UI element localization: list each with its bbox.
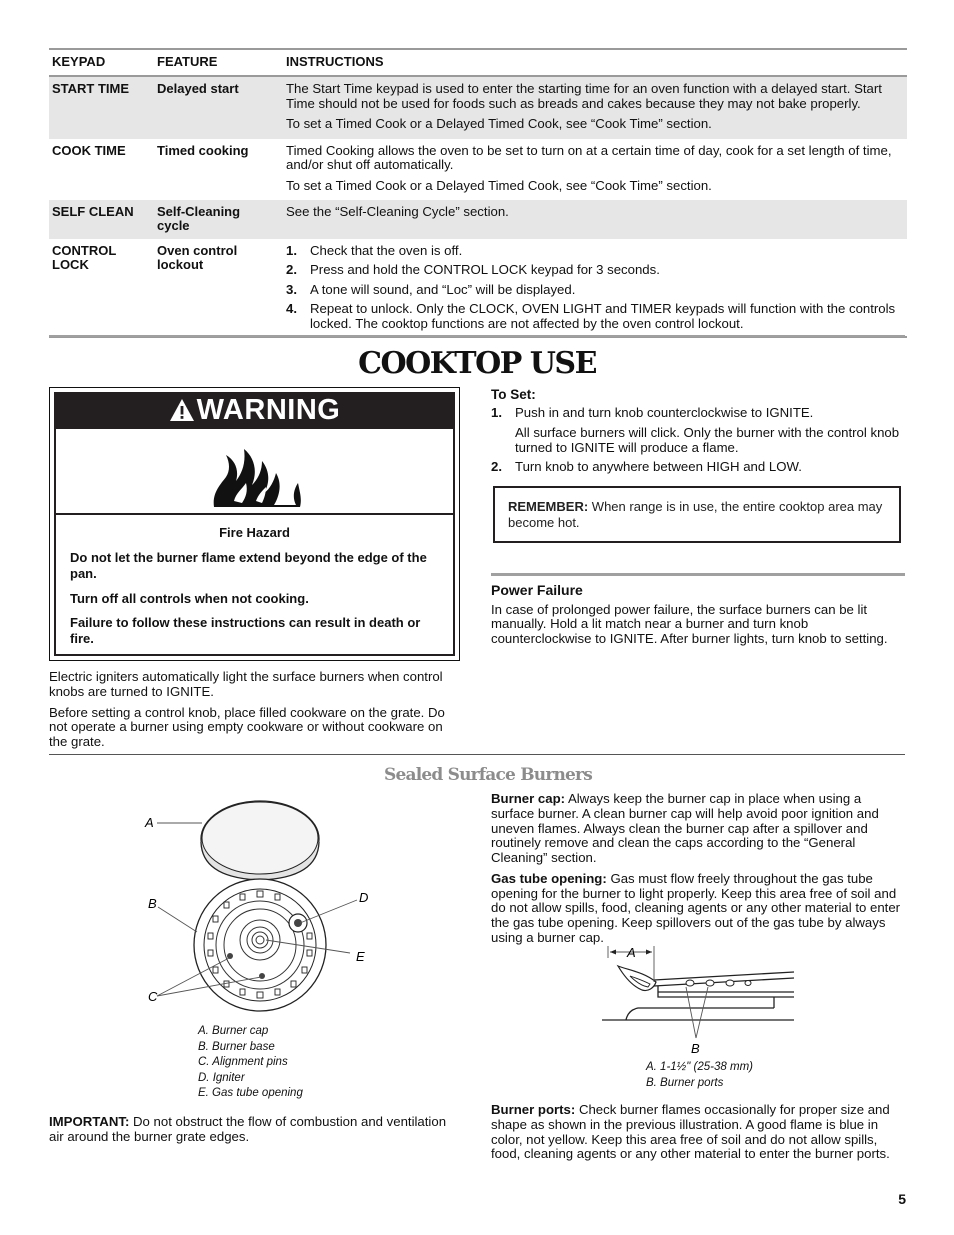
gas-tube-paragraph <box>491 872 903 946</box>
power-failure-section <box>491 583 903 647</box>
flame-diagram-captions <box>646 1059 753 1091</box>
fire-icon <box>206 433 306 513</box>
instruction-text: To set a Timed Cook or a Delayed Timed Cook, see “Cook Time” section. <box>286 177 712 193</box>
warning-text-panel <box>54 515 455 656</box>
burner-ports-section <box>491 1103 903 1162</box>
important-text: Do not obstruct the flow of combustion and ventilation air around the burner grate edges. <box>49 1114 447 1144</box>
feature-cell: Oven control lockout <box>157 242 238 272</box>
diagram-label-a: A <box>145 815 154 830</box>
paragraph: Electric igniters automatically light the surface burners when control knobs are turned to IGNITE. <box>49 669 443 699</box>
lock-steps-list <box>286 244 904 332</box>
step-number: 1. <box>491 405 502 421</box>
step-text: Repeat to unlock. Only the CLOCK, OVEN LIGHT and TIMER keypads will function with the controls locked. The cooktop functions are not affected by the oven control lockout. <box>310 301 896 331</box>
warning-image-panel <box>54 429 455 515</box>
to-set-heading: To Set: <box>491 387 536 402</box>
instructions-cell <box>283 76 907 139</box>
warning-box <box>49 387 460 661</box>
caption-line: B. Burner base <box>198 1040 275 1053</box>
warning-line: Do not let the burner flame extend beyond the edge of the pan. <box>70 549 427 581</box>
step-number: 4. <box>286 301 297 317</box>
step-number: 3. <box>286 281 297 297</box>
section-divider <box>49 335 905 337</box>
section-divider <box>49 754 905 755</box>
paragraph: Before setting a control knob, place filled cookware on the grate. Do not operate a burner using empty cookware or without cookware on the grate. <box>49 704 445 750</box>
gas-tube-label: Gas tube opening: <box>491 870 607 886</box>
instructions-cell <box>283 139 907 201</box>
flame-label-b: B <box>691 1041 700 1056</box>
feature-cell: Self-Cleaning cycle <box>154 200 283 239</box>
column-header-feature: FEATURE <box>154 49 283 76</box>
instruction-text: See the “Self-Cleaning Cycle” section. <box>286 204 509 220</box>
igniter-text <box>49 670 461 756</box>
column-header-keypad: KEYPAD <box>49 49 154 76</box>
table-row <box>49 239 907 338</box>
list-item <box>491 406 903 455</box>
table-row <box>49 139 907 201</box>
keypad-cell: SELF CLEAN <box>49 200 154 239</box>
diagram-label-c: C <box>148 989 158 1004</box>
table-row <box>49 200 907 239</box>
step-text: Turn knob to anywhere between HIGH and LOW. <box>515 459 802 475</box>
caption-line: D. Igniter <box>198 1071 245 1084</box>
step-text: Press and hold the CONTROL LOCK keypad for 3 seconds. <box>310 262 660 278</box>
caption-line: A. 1-1½" (25-38 mm) <box>646 1061 753 1073</box>
table-row <box>49 76 907 139</box>
caption-line: C. Alignment pins <box>198 1056 288 1068</box>
instruction-text: To set a Timed Cook or a Delayed Timed Cook, see “Cook Time” section. <box>286 116 712 132</box>
important-note <box>49 1115 461 1145</box>
to-set-section <box>491 387 903 480</box>
list-item <box>286 283 904 298</box>
flame-diagram <box>598 942 798 1057</box>
burner-cap-paragraph <box>491 792 903 866</box>
warning-line: Failure to follow these instructions can result in death or fire. <box>70 615 421 647</box>
instructions-cell <box>283 239 907 338</box>
to-set-steps-list <box>491 406 903 475</box>
caption-line: B. Burner ports <box>646 1077 724 1089</box>
caption-line: E. Gas tube opening <box>198 1087 303 1099</box>
section-divider <box>491 573 905 576</box>
warning-triangle-icon <box>169 398 195 422</box>
column-header-instructions: INSTRUCTIONS <box>283 49 907 76</box>
warning-label: WARNING <box>196 394 341 426</box>
diagram-label-d: D <box>359 890 369 905</box>
step-subtext: All surface burners will click. Only the burner with the control knob turned to IGNITE will produce a flame. <box>515 424 900 455</box>
gas-tube-text: Gas must flow freely throughout the gas tube opening for the burner to light properly. Keep this area free of soil and do not allow spills, food, cleaning agents or any other material to enter the gas tube opening. Keep spillovers out of the gas tube by always using a burner cap. <box>491 870 901 946</box>
keypad-cell: CONTROL LOCK <box>52 242 117 272</box>
flame-label-a: A <box>627 945 636 960</box>
keypad-cell: START TIME <box>49 76 154 139</box>
list-item <box>286 263 904 278</box>
diagram-label-e: E <box>356 949 365 964</box>
list-item <box>286 302 904 331</box>
list-item <box>491 460 903 475</box>
table-header-row <box>49 49 907 76</box>
power-failure-heading: Power Failure <box>491 582 583 598</box>
burner-ports-text: Check burner flames occasionally for proper size and shape as shown in the previous illustration. A good flame is blue in color, not yellow. Keep this area free of soil and do not allow spills, food, cleaning agents or any other material to enter the burner ports. <box>491 1102 890 1162</box>
feature-cell: Delayed start <box>154 76 283 139</box>
step-text: A tone will sound, and “Loc” will be displayed. <box>310 281 576 297</box>
step-number: 2. <box>286 262 297 278</box>
burner-cap-text: Always keep the burner cap in place when using a surface burner. A clean burner cap will help avoid poor ignition and uneven flames. Always clean the burner cap after a spillover and routinely remove and clean the caps according to the “General Cleaning” section. <box>491 791 879 866</box>
step-number: 1. <box>286 242 297 258</box>
hazard-title: Fire Hazard <box>219 525 290 540</box>
keypad-table <box>49 48 907 338</box>
burner-cap-section <box>491 792 903 952</box>
keypad-cell: COOK TIME <box>52 142 126 158</box>
burner-diagram-captions <box>198 1024 303 1102</box>
warning-line: Turn off all controls when not cooking. <box>70 590 309 606</box>
instruction-text: The Start Time keypad is used to enter the starting time for an oven function with a delayed start. Start Time should not be used for foods such as breads and cakes because they may not bake properly. <box>286 81 882 111</box>
step-text: Push in and turn knob counterclockwise to IGNITE. <box>515 405 814 421</box>
remember-box <box>493 486 901 543</box>
page-title: COOKTOP USE <box>358 346 596 381</box>
warning-header <box>54 392 455 429</box>
feature-cell: Timed cooking <box>157 142 249 158</box>
caption-line: A. Burner cap <box>198 1025 269 1037</box>
diagram-label-b: B <box>148 896 157 911</box>
step-number: 2. <box>491 459 502 475</box>
power-failure-text: In case of prolonged power failure, the surface burners can be lit manually. Hold a lit match near a burner and turn knob counterclockwise to IGNITE. After burner lights, turn knob to setting. <box>491 601 888 647</box>
burner-diagram <box>140 790 380 1025</box>
burner-cap-label: Burner cap: <box>491 791 566 806</box>
remember-text: When range is in use, the entire cooktop area may become hot. <box>508 499 883 530</box>
instructions-cell <box>283 200 907 239</box>
step-text: Check that the oven is off. <box>310 242 463 258</box>
subsection-title: Sealed Surface Burners <box>384 765 592 785</box>
instruction-text: Timed Cooking allows the oven to be set to turn on at a certain time of day, cook for a set length of time, and/or shut off automatically. <box>286 142 892 173</box>
important-label: IMPORTANT: <box>49 1114 130 1129</box>
list-item <box>286 244 904 259</box>
burner-ports-label: Burner ports: <box>491 1102 576 1117</box>
page-number: 5 <box>898 1191 906 1207</box>
remember-label: REMEMBER: <box>508 499 589 514</box>
